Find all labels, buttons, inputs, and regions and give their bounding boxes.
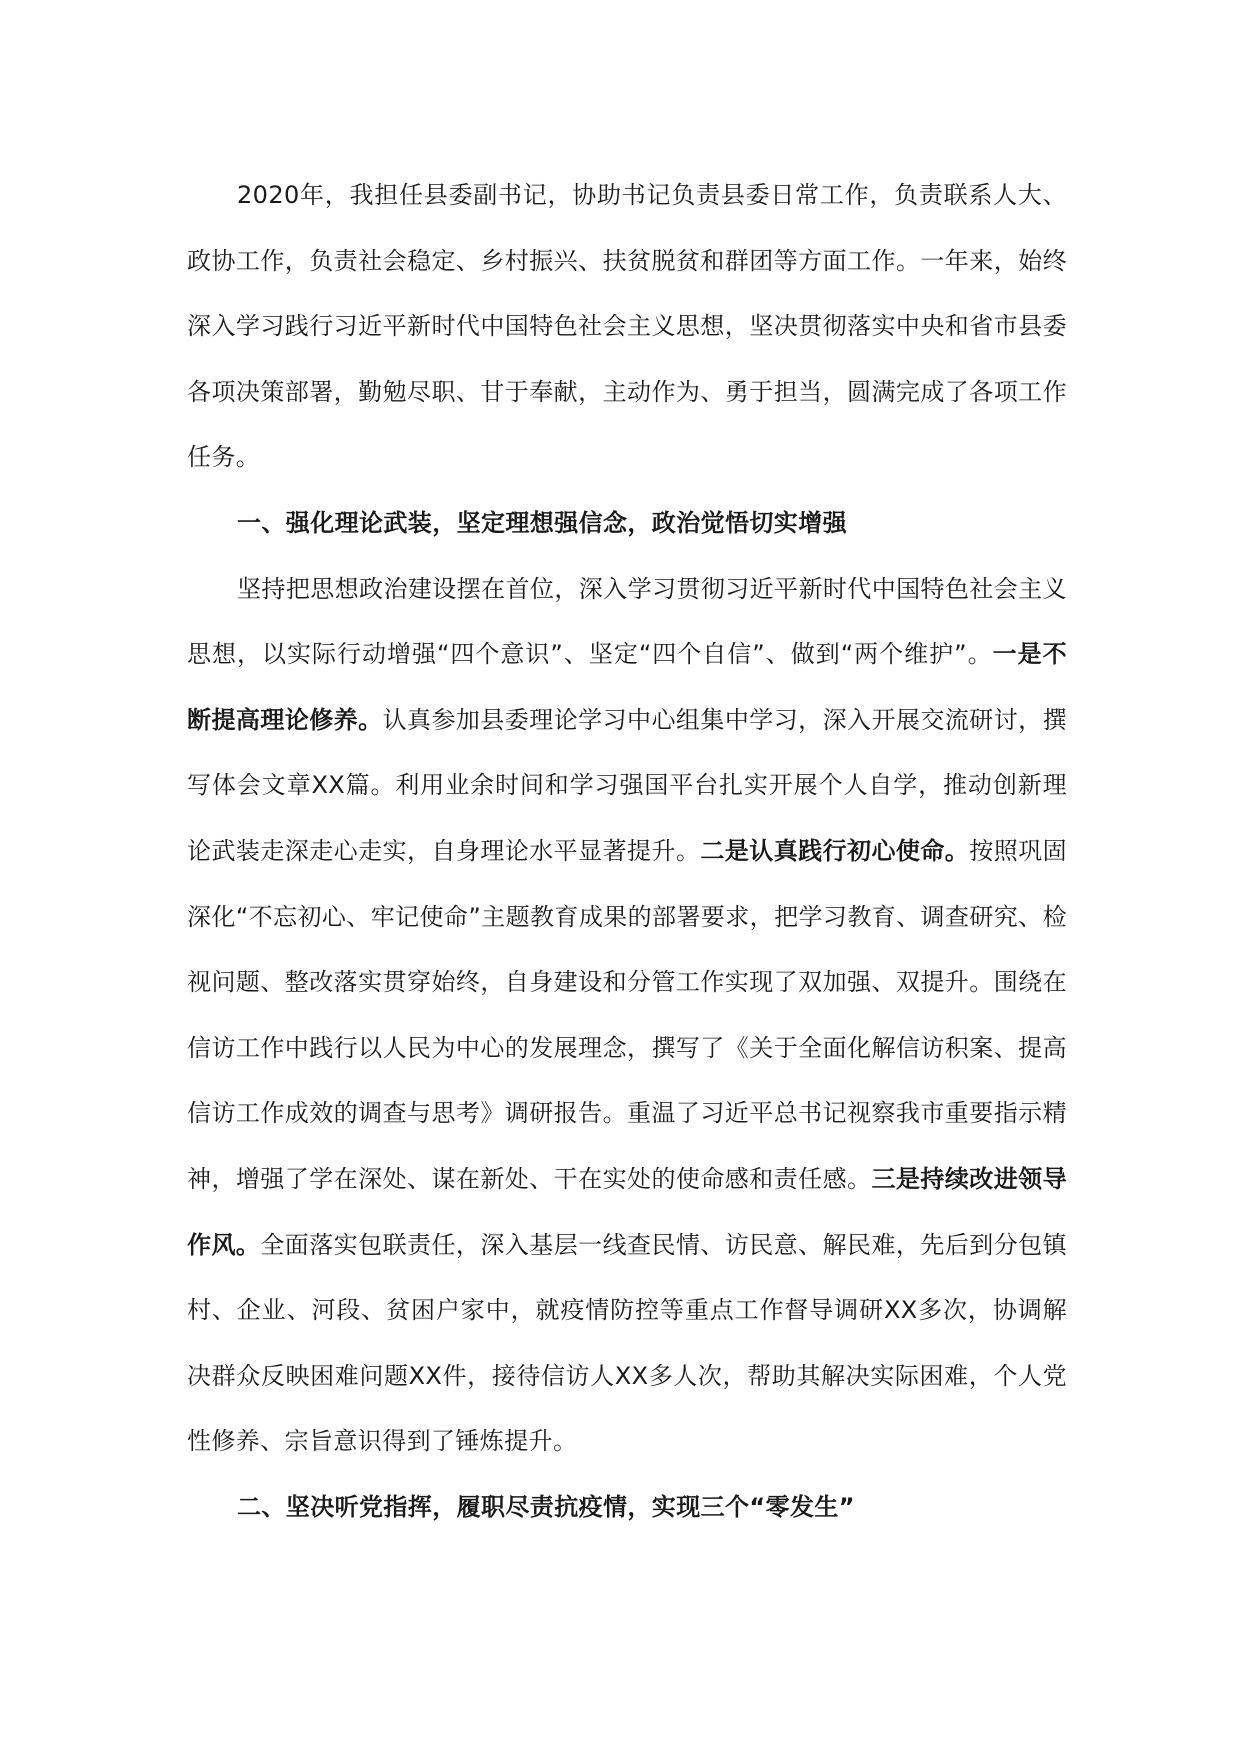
- point-1-text: 认真参加县委理论学习中心组集中学习，深入开展交流研讨，撰写体会文章XX篇。利用业余时间和学习强国平台扎实开展个人自学，推动创新理论武装走深走心走实，自身理论水平显著提升。: [187, 705, 1068, 865]
- intro-paragraph: 2020年，我担任县委副书记，协助书记负责县委日常工作，负责联系人大、政协工作，负责社会稳定、乡村振兴、扶贫脱贫和群团等方面工作。一年来，始终深入学习践行习近平新时代中国特色社会主义思想，坚决贯彻落实中央和省市县委各项决策部署，勤勉尽职、甘于奉献，主动作为、勇于担当，圆满完成了各项工作任务。: [187, 181, 1067, 472]
- point-3-title: 三是持续改进领导作风。: [187, 1164, 1068, 1259]
- point-2-text: 按照巩固深化“不忘初心、牢记使命”主题教育成果的部署要求，把学习教育、调查研究、检视问题、整改落实贯穿始终，自身建设和分管工作实现了双加强、双提升。围绕在信访工作中践行以人民为中心的发展理念，撰写了《关于全面化解信访积案、提高信访工作成效的调查与思考》调研报告。重温了习近平总书记视察我市重要指示精神，增强了学在深处、谋在新处、干在实处的使命感和责任感。: [187, 836, 1068, 1193]
- section-1-opening: 坚持把思想政治建设摆在首位，深入学习贯彻习近平新时代中国特色社会主义思想，以实际行动增强“四个意识”、坚定“四个自信”、做到“两个维护”。: [187, 574, 1067, 669]
- point-1-title: 一是不断提高理论修养。: [187, 640, 1067, 734]
- point-3-text: 全面落实包联责任，深入基层一线查民情、访民意、解民难，先后到分包镇村、企业、河段、贫困户家中，就疫情防控等重点工作督导调研XX多次，协调解决群众反映困难问题XX件，接待信访人XX多人次，帮助其解决实际困难，个人党性修养、宗旨意识得到了锤炼提升。: [187, 1230, 1067, 1456]
- point-2-title: 二是认真践行初心使命。: [700, 836, 970, 865]
- document-page: [187, 163, 1067, 1540]
- section-1-heading: 一、强化理论武装，坚定理想强信念，政治觉悟切实增强: [237, 508, 847, 537]
- section-1-paragraph: [187, 557, 1067, 1475]
- section-2-heading: 二、坚决听党指挥，履职尽责抗疫情，实现三个“零发生”: [237, 1492, 855, 1521]
